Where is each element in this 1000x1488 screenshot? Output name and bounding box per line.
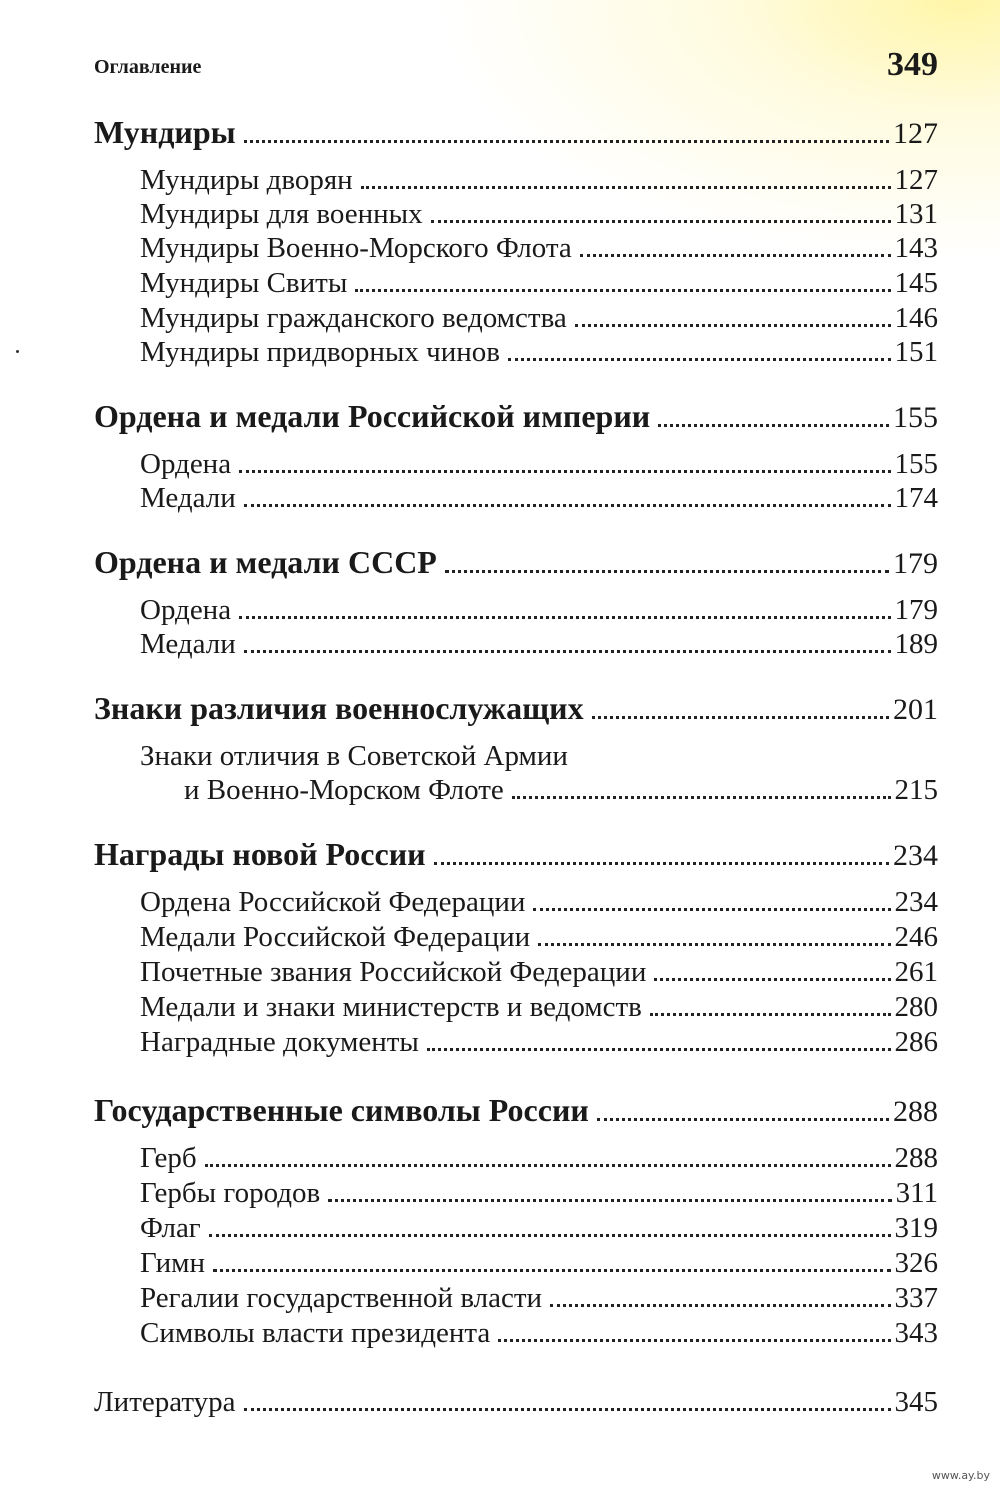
- toc-page-number: 311: [895, 1177, 938, 1209]
- dot-leader: [533, 908, 890, 911]
- dot-leader: [239, 616, 890, 619]
- toc-item[interactable]: [140, 1282, 938, 1315]
- toc-page-number: 286: [894, 1026, 938, 1058]
- dot-leader: [580, 254, 891, 257]
- toc-page-number: 143: [894, 232, 938, 264]
- toc-item[interactable]: [140, 1247, 938, 1280]
- toc-item[interactable]: [140, 886, 938, 919]
- toc-page-number: 234: [893, 839, 938, 872]
- toc-item-title: Мундиры дворян: [140, 164, 353, 196]
- toc-item-title: Регалии государственной власти: [140, 1282, 543, 1314]
- toc-item-title: Гимн: [140, 1247, 206, 1279]
- toc-page-number: 261: [894, 956, 938, 988]
- toc-page-number: 343: [894, 1317, 938, 1349]
- toc-chapter-title: Знаки различия военнослужащих: [94, 690, 584, 726]
- dot-leader: [328, 1199, 891, 1202]
- dot-leader: [445, 570, 889, 573]
- dot-leader: [244, 140, 889, 143]
- dot-leader: [355, 289, 890, 292]
- dot-leader: [575, 324, 891, 327]
- toc-item[interactable]: [140, 1177, 938, 1210]
- dot-leader: [244, 504, 891, 507]
- toc-chapter-title: Мундиры: [94, 114, 236, 150]
- dot-leader: [244, 650, 891, 653]
- toc-item-title: Мундиры Военно-Морского Флота: [140, 232, 572, 264]
- toc-item-title-line2: и Военно-Морском Флоте: [184, 774, 504, 806]
- toc-back-matter-literature[interactable]: [94, 1386, 938, 1419]
- toc-item-title: Мундиры гражданского ведомства: [140, 302, 567, 334]
- toc-item[interactable]: [140, 921, 938, 954]
- dot-leader: [239, 470, 890, 473]
- toc-item-title: Ордена: [140, 594, 232, 626]
- toc-item[interactable]: [140, 448, 938, 481]
- toc-page-number: 179: [894, 594, 938, 626]
- toc-chapter-uniforms[interactable]: [94, 114, 938, 151]
- toc-item-title: Флаг: [140, 1212, 201, 1244]
- toc-page-number: 288: [894, 1142, 938, 1174]
- toc-page-number: 145: [894, 267, 938, 299]
- toc-page-number: 326: [894, 1247, 938, 1279]
- toc-item[interactable]: [140, 198, 938, 231]
- toc-page-number: 189: [894, 628, 938, 660]
- toc-page-number: 234: [894, 886, 938, 918]
- toc-page-number: 127: [894, 164, 938, 196]
- dot-leader: [209, 1234, 891, 1237]
- toc-item[interactable]: [140, 164, 938, 197]
- dot-leader: [498, 1339, 890, 1342]
- toc-item-title: Герб: [140, 1142, 197, 1174]
- toc-chapter-title: Награды новой России: [94, 836, 426, 872]
- dot-leader: [538, 943, 890, 946]
- toc-item[interactable]: [140, 232, 938, 265]
- toc-item-title: Мундиры для военных: [140, 198, 423, 230]
- toc-item[interactable]: [184, 774, 938, 807]
- toc-item-title: Литература: [94, 1386, 236, 1418]
- toc-item[interactable]: [140, 302, 938, 335]
- toc-chapter-title: Ордена и медали СССР: [94, 544, 437, 580]
- toc-page-number: 151: [894, 336, 938, 368]
- toc-page-number: 127: [893, 117, 938, 150]
- toc-item[interactable]: [140, 1212, 938, 1245]
- toc-page-number: 345: [894, 1386, 938, 1418]
- toc-item-title: Ордена Российской Федерации: [140, 886, 526, 918]
- toc-item[interactable]: [140, 1317, 938, 1350]
- toc-page-number: 131: [894, 198, 938, 230]
- dot-leader: [508, 358, 891, 361]
- toc-page-number: 215: [894, 774, 938, 806]
- toc-item[interactable]: [140, 594, 938, 627]
- dot-leader: [658, 424, 889, 427]
- running-head: Оглавление: [94, 56, 202, 78]
- toc-item[interactable]: [140, 267, 938, 300]
- toc-item[interactable]: [140, 336, 938, 369]
- toc-item-title: Медали и знаки министерств и ведомств: [140, 991, 642, 1023]
- toc-chapter-title: Ордена и медали Российской империи: [94, 398, 651, 434]
- dot-leader: [592, 716, 889, 719]
- toc-chapter-insignia[interactable]: [94, 690, 938, 727]
- toc-chapter-ussr-awards[interactable]: [94, 544, 938, 581]
- toc-item-title-line1[interactable]: Знаки отличия в Советской Армии: [140, 740, 568, 772]
- print-speck: [16, 350, 19, 353]
- toc-item-title: Медали: [140, 482, 236, 514]
- toc-page-number: 179: [893, 547, 938, 580]
- dot-leader: [213, 1269, 890, 1272]
- toc-page-number: 319: [894, 1212, 938, 1244]
- dot-leader: [205, 1164, 891, 1167]
- dot-leader: [427, 1048, 891, 1051]
- toc-item-title: Медали: [140, 628, 236, 660]
- toc-item-title: Символы власти президента: [140, 1317, 491, 1349]
- toc-item-title: Наградные документы: [140, 1026, 419, 1058]
- dot-leader: [431, 220, 891, 223]
- toc-item-title: Почетные звания Российской Федерации: [140, 956, 647, 988]
- dot-leader: [244, 1408, 891, 1411]
- toc-page-number: 280: [894, 991, 938, 1023]
- toc-page-number: 246: [894, 921, 938, 953]
- watermark: www.ay.by: [931, 1469, 990, 1482]
- toc-item[interactable]: [140, 1142, 938, 1175]
- toc-page-number: 174: [894, 482, 938, 514]
- toc-item[interactable]: [140, 628, 938, 661]
- toc-chapter-state-symbols[interactable]: [94, 1092, 938, 1129]
- dot-leader: [434, 862, 889, 865]
- toc-item-title: Медали Российской Федерации: [140, 921, 531, 953]
- toc-page-number: 155: [893, 401, 938, 434]
- toc-page-number: 146: [894, 302, 938, 334]
- toc-item-title: Гербы городов: [140, 1177, 321, 1209]
- toc-item-title: Ордена: [140, 448, 232, 480]
- toc-page-number: 201: [893, 693, 938, 726]
- toc-page-number: 337: [894, 1282, 938, 1314]
- toc-page-number: 288: [893, 1095, 938, 1128]
- dot-leader: [512, 796, 891, 799]
- page-number: 349: [887, 46, 938, 83]
- toc-item-title: Мундиры Свиты: [140, 267, 348, 299]
- dot-leader: [654, 978, 890, 981]
- toc-chapter-title: Государственные символы России: [94, 1092, 589, 1128]
- toc-item[interactable]: [140, 482, 938, 515]
- toc-chapter-imperial-awards[interactable]: [94, 398, 938, 435]
- dot-leader: [361, 186, 891, 189]
- toc-page-number: 155: [894, 448, 938, 480]
- dot-leader: [650, 1013, 891, 1016]
- toc-item[interactable]: [140, 956, 938, 989]
- toc-item-title: Мундиры придворных чинов: [140, 336, 500, 368]
- toc-item[interactable]: [140, 991, 938, 1024]
- dot-leader: [550, 1304, 890, 1307]
- toc-item[interactable]: [140, 1026, 938, 1059]
- dot-leader: [597, 1118, 889, 1121]
- toc-chapter-new-russia-awards[interactable]: [94, 836, 938, 873]
